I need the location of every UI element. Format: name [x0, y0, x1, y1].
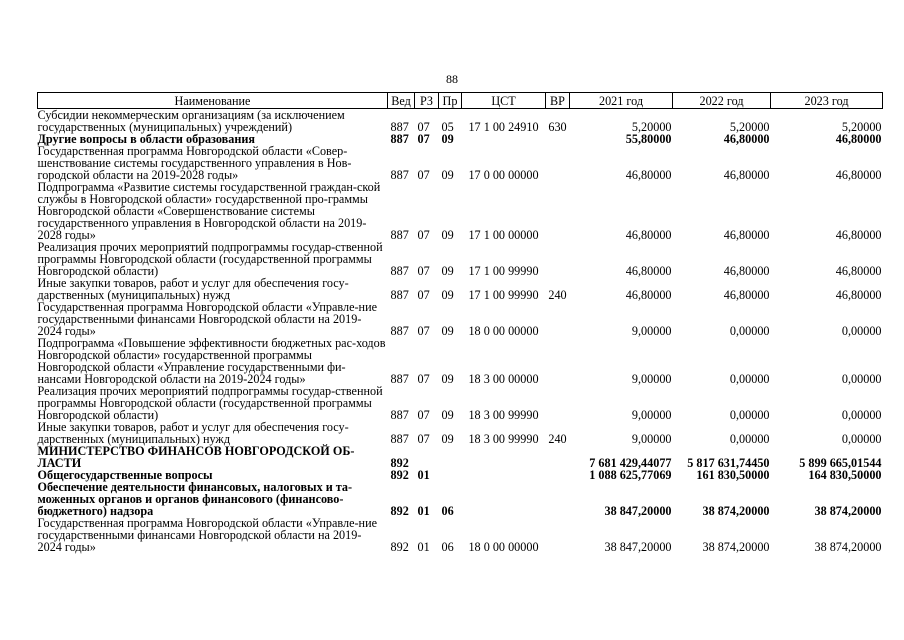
row-vr — [546, 133, 570, 145]
row-pr: 09 — [441, 288, 454, 302]
row-ved: 892 — [390, 456, 409, 470]
row-cst: 17 1 00 99990 — [468, 264, 539, 278]
row-cst: 18 3 00 99990 — [468, 408, 539, 422]
row-vr — [546, 481, 570, 517]
row-2023: 46,80000 — [835, 168, 882, 182]
row-pr: 09 — [441, 408, 454, 422]
row-name: Обеспечение деятельности финансовых, налоговых и та-моженных органов и органов финансового (финансово-бюджетного) надзора — [37, 480, 353, 518]
row-2021: 46,80000 — [625, 168, 672, 182]
table-header-row — [38, 93, 883, 109]
row-2023: 46,80000 — [835, 228, 882, 242]
row-2023: 46,80000 — [835, 288, 882, 302]
row-rz: 07 — [417, 264, 430, 278]
row-2021: 46,80000 — [625, 288, 672, 302]
row-2021: 38 847,20000 — [604, 540, 672, 554]
table-row — [38, 385, 883, 421]
row-rz: 07 — [417, 168, 430, 182]
budget-table — [37, 92, 883, 553]
row-name: Субсидии некоммерческим организациям (за исключением государственных (муниципальных) учреждений) — [37, 108, 345, 134]
header-vr: ВР — [546, 93, 570, 109]
row-vr: 240 — [548, 288, 567, 302]
row-cst — [462, 445, 546, 469]
row-pr: 09 — [441, 168, 454, 182]
row-2021: 55,80000 — [625, 132, 672, 146]
row-2021: 46,80000 — [625, 264, 672, 278]
row-2021: 7 681 429,44077 — [589, 456, 672, 470]
row-name: Подпрограмма «Повышение эффективности бюджетных рас-ходов Новгородской области» государственной программы Новгородской области «Управление государственными фи-нансами Новгородской области на 2019-2024 годы» — [37, 336, 386, 386]
row-2022: 46,80000 — [723, 168, 770, 182]
row-2022: 5 817 631,74450 — [687, 456, 770, 470]
row-2021: 9,00000 — [631, 372, 672, 386]
row-vr: 240 — [548, 432, 567, 446]
row-2022: 46,80000 — [723, 228, 770, 242]
row-2023: 0,00000 — [841, 372, 882, 386]
row-pr: 09 — [441, 132, 454, 146]
row-ved: 887 — [390, 408, 409, 422]
row-2022: 38 874,20000 — [702, 504, 770, 518]
row-rz: 07 — [417, 132, 430, 146]
row-2023: 5,20000 — [841, 120, 882, 134]
row-name: Иные закупки товаров, работ и услуг для обеспечения госу-дарственных (муниципальных) нужд — [37, 420, 349, 446]
row-rz: 07 — [417, 120, 430, 134]
row-name: МИНИСТЕРСТВО ФИНАНСОВ НОВГОРОДСКОЙ ОБ-ЛАСТИ — [37, 444, 355, 470]
row-cst — [462, 133, 546, 145]
row-2023: 0,00000 — [841, 408, 882, 422]
row-vr — [546, 445, 570, 469]
row-2023: 0,00000 — [841, 432, 882, 446]
row-cst: 17 1 00 99990 — [468, 288, 539, 302]
table-row — [38, 481, 883, 517]
row-vr — [546, 145, 570, 181]
table-row — [38, 337, 883, 385]
row-name: Реализация прочих мероприятий подпрограммы государ-ственной программы Новгородской области (государственной программы Новгородской области) — [37, 240, 383, 278]
header-name: Наименование — [38, 93, 388, 109]
row-cst: 18 0 00 00000 — [468, 324, 539, 338]
row-name: Подпрограмма «Развитие системы государственной граждан-ской службы в Новгородской области» государственной про-граммы Новгородской области «Совершенствование системы государственного управления в Новгородской области на 2019-2028 годы» — [37, 180, 381, 242]
row-2021: 5,20000 — [631, 120, 672, 134]
row-2022: 5,20000 — [729, 120, 770, 134]
row-ved: 892 — [390, 468, 409, 482]
table-row — [38, 517, 883, 553]
row-rz: 07 — [417, 288, 430, 302]
row-ved: 887 — [390, 288, 409, 302]
row-2023: 164 830,50000 — [808, 468, 882, 482]
row-rz: 07 — [417, 228, 430, 242]
table-row — [38, 301, 883, 337]
row-rz: 01 — [417, 468, 430, 482]
row-rz — [415, 445, 439, 469]
row-2023: 38 874,20000 — [814, 540, 882, 554]
row-cst: 17 1 00 24910 — [468, 120, 539, 134]
row-2021: 9,00000 — [631, 324, 672, 338]
header-2021: 2021 год — [570, 93, 673, 109]
row-2023: 38 874,20000 — [814, 504, 882, 518]
row-2022: 0,00000 — [729, 408, 770, 422]
row-ved: 887 — [390, 168, 409, 182]
row-vr — [546, 517, 570, 553]
row-rz: 07 — [417, 372, 430, 386]
row-cst — [462, 481, 546, 517]
row-pr: 06 — [441, 540, 454, 554]
header-ved: Вед — [388, 93, 415, 109]
row-ved: 887 — [390, 120, 409, 134]
row-cst: 18 3 00 00000 — [468, 372, 539, 386]
row-2023: 0,00000 — [841, 324, 882, 338]
row-name: Государственная программа Новгородской области «Управле-ние государственными финансами Новгородской области на 2019-2024 годы» — [37, 516, 378, 554]
row-cst: 18 3 00 99990 — [468, 432, 539, 446]
page-number: 88 — [446, 72, 458, 86]
row-cst: 17 0 00 00000 — [468, 168, 539, 182]
table-row — [38, 445, 883, 469]
row-ved: 887 — [390, 432, 409, 446]
row-2023: 5 899 665,01544 — [799, 456, 882, 470]
table-row — [38, 145, 883, 181]
row-2022: 38 874,20000 — [702, 540, 770, 554]
row-2022: 161 830,50000 — [696, 468, 770, 482]
row-name: Реализация прочих мероприятий подпрограммы государ-ственной программы Новгородской области (государственной программы Новгородской области) — [37, 384, 383, 422]
row-name: Другие вопросы в области образования — [37, 132, 255, 146]
row-2023: 46,80000 — [835, 264, 882, 278]
header-cst: ЦСТ — [462, 93, 546, 109]
row-2022: 46,80000 — [723, 264, 770, 278]
row-vr — [546, 301, 570, 337]
header-rz: РЗ — [415, 93, 439, 109]
row-pr: 06 — [441, 504, 454, 518]
row-2022: 46,80000 — [723, 132, 770, 146]
row-name: Государственная программа Новгородской области «Совер-шенствование системы государственного управления в Нов-городской области на 2019-2028 годы» — [37, 144, 352, 182]
row-2021: 9,00000 — [631, 408, 672, 422]
row-name: Общегосударственные вопросы — [37, 468, 213, 482]
row-rz: 07 — [417, 408, 430, 422]
row-ved: 887 — [390, 324, 409, 338]
row-ved: 892 — [390, 504, 409, 518]
row-ved: 887 — [390, 228, 409, 242]
row-2021: 1 088 625,77069 — [589, 468, 672, 482]
table-row — [38, 277, 883, 301]
row-vr — [546, 337, 570, 385]
row-name: Государственная программа Новгородской области «Управле-ние государственными финансами Новгородской области на 2019-2024 годы» — [37, 300, 378, 338]
table-row — [38, 421, 883, 445]
row-2023: 46,80000 — [835, 132, 882, 146]
header-2022: 2022 год — [673, 93, 771, 109]
row-2022: 46,80000 — [723, 288, 770, 302]
row-vr — [546, 469, 570, 481]
row-ved: 887 — [390, 264, 409, 278]
row-pr: 09 — [441, 372, 454, 386]
row-rz: 07 — [417, 324, 430, 338]
row-pr: 09 — [441, 324, 454, 338]
row-2022: 0,00000 — [729, 432, 770, 446]
row-vr — [546, 241, 570, 277]
row-2022: 0,00000 — [729, 324, 770, 338]
row-pr: 09 — [441, 264, 454, 278]
row-pr — [439, 469, 462, 481]
row-2021: 46,80000 — [625, 228, 672, 242]
row-cst — [462, 469, 546, 481]
row-ved: 887 — [390, 372, 409, 386]
table-row — [38, 241, 883, 277]
row-pr — [439, 445, 462, 469]
row-vr — [546, 385, 570, 421]
header-2023: 2023 год — [771, 93, 883, 109]
row-pr: 09 — [441, 432, 454, 446]
row-2022: 0,00000 — [729, 372, 770, 386]
row-rz: 01 — [417, 540, 430, 554]
row-vr: 630 — [548, 120, 567, 134]
row-2021: 38 847,20000 — [604, 504, 672, 518]
row-vr — [546, 181, 570, 241]
row-ved: 892 — [390, 540, 409, 554]
row-2021: 9,00000 — [631, 432, 672, 446]
table-body — [38, 109, 883, 554]
header-pr: Пр — [439, 93, 462, 109]
row-pr: 09 — [441, 228, 454, 242]
row-rz: 07 — [417, 432, 430, 446]
row-pr: 05 — [441, 120, 454, 134]
row-ved: 887 — [390, 132, 409, 146]
row-name: Иные закупки товаров, работ и услуг для обеспечения госу-дарственных (муниципальных) нужд — [37, 276, 349, 302]
row-rz: 01 — [417, 504, 430, 518]
table-row — [38, 109, 883, 134]
row-cst: 18 0 00 00000 — [468, 540, 539, 554]
row-cst: 17 1 00 00000 — [468, 228, 539, 242]
table-row — [38, 181, 883, 241]
